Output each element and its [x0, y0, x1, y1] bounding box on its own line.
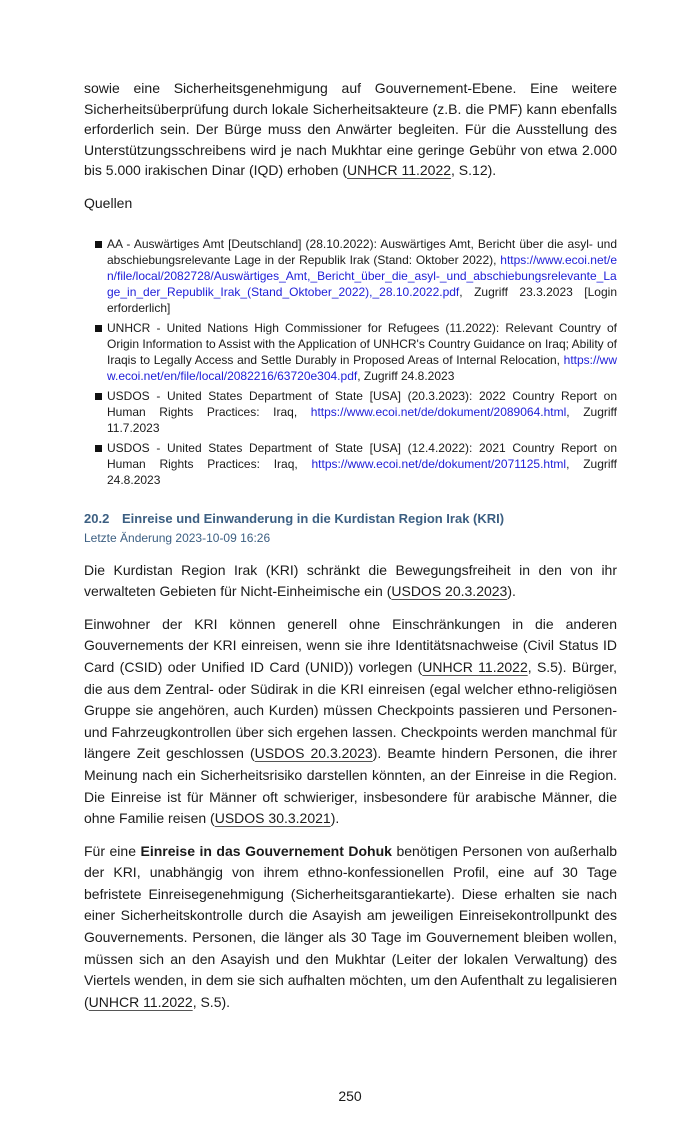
text: sowie eine Sicherheitsgenehmigung auf Gouvernement-Ebene. Eine weitere Sicherheitsüberprüfung durch lokale Sicherheitsakteure (z.B. die PMF) kann ebenfalls erforderlich sein. Der Bürge muss den Anwärter begleiten. Für die Ausstellung des Unterstützungsschreibens wird je nach Mukhtar eine geringe Gebühr von etwa 2.000 bis 5.000 irakischen Dinar (IQD) erhoben (: [84, 80, 617, 179]
source-item: [107, 440, 617, 488]
text: ).: [507, 583, 516, 600]
source-text: USDOS - United States Department of State [USA] (12.4.2022): 2021 Country Report on Human Rights Practices: Iraq,: [107, 440, 617, 471]
paragraph: [84, 841, 617, 1014]
paragraph: [84, 614, 617, 830]
citation-link[interactable]: UNHCR 11.2022: [422, 658, 528, 675]
citation-link[interactable]: UNHCR 11.2022: [88, 993, 193, 1010]
section-title: Einreise und Einwanderung in die Kurdistan Region Irak (KRI): [122, 510, 505, 526]
text: benötigen Personen von außerhalb der KRI, unabhängig von ihrem ethno-konfessionellen Profil, eine auf 30 Tage befristete Einreisegenehmigung (Sicherheitsgarantiekarte). Diese erhalten sie nach einer Sicherheitskontrolle durch die Asayish am jeweiligen Einreisekontrollpunkt des Gouvernements. Personen, die länger als 30 Tage im Gouvernement bleiben wollen, müssen sich an den Asayish und den Mukhtar (Leiter der lokalen Verwaltung) des Viertels wenden, in dem sie sich aufhalten möchten, um den Aufenthalt zu legalisieren (: [84, 842, 618, 1010]
text: , S.5).: [192, 993, 231, 1010]
sources-label: Quellen: [84, 194, 133, 211]
text: , S.5). Bürger, die aus dem Zentral- oder Südirak in die KRI einreisen (egal welcher ethno-religiösen Gruppe sie angehören, auch Kurden) müssen Checkpoints passieren und Personen- und Fahrzeugkontrollen über sich ergehen lassen. Checkpoints werden manchmal für längere Zeit geschlossen (: [84, 658, 617, 762]
paragraph: [84, 560, 617, 603]
bullet-square-icon: [95, 325, 102, 332]
source-link[interactable]: https://www.ecoi.net/de/dokument/2071125.html: [311, 456, 567, 471]
text: ).: [330, 810, 340, 827]
citation-link[interactable]: USDOS 30.3.2021: [214, 810, 331, 827]
source-access: , Zugriff 11.7.2023: [107, 404, 617, 435]
intro-paragraph: [84, 78, 617, 181]
source-text: USDOS - United States Department of State [USA] (20.3.2023): 2022 Country Report on Human Rights Practices: Iraq,: [107, 388, 617, 419]
bullet-square-icon: [95, 241, 102, 248]
source-item: [107, 236, 617, 316]
source-text: AA - Auswärtiges Amt [Deutschland] (28.10.2022): Auswärtiges Amt, Bericht über die asyl- und abschiebungsrelevante Lage in der Republik Irak (Stand: Oktober 2022),: [107, 236, 617, 267]
section-body: [84, 560, 617, 1014]
source-link[interactable]: https://www.ecoi.net/de/dokument/2089064.html: [310, 404, 567, 419]
citation-link[interactable]: UNHCR 11.2022: [347, 162, 452, 179]
bullet-square-icon: [95, 445, 102, 452]
bold-text: Einreise in das Gouvernement Dohuk: [140, 842, 392, 859]
source-access: , Zugriff 24.8.2023: [357, 368, 455, 383]
section-heading: [84, 510, 617, 528]
text: Für eine: [84, 842, 141, 859]
source-access: , Zugriff 24.8.2023: [107, 456, 617, 487]
text: Einwohner der KRI können generell ohne Einschränkungen in die anderen Gouvernements der KRI einreisen, wenn sie ihre Identitätsnachweise (Civil Status ID Card (CSID) oder Unified ID Card (UNID)) vorlegen (: [84, 615, 617, 675]
document-page: [84, 0, 617, 1013]
text: , S.12).: [451, 162, 497, 179]
section-number: 20.2: [84, 510, 110, 526]
source-item: [107, 388, 617, 436]
citation-link[interactable]: USDOS 20.3.2023: [391, 583, 508, 600]
page-number: 250: [338, 1088, 362, 1105]
source-text: UNHCR - United Nations High Commissioner for Refugees (11.2022): Relevant Country of Origin Information to Assist with the Application of UNHCR's Country Guidance on Iraq; Ability of Iraqis to Legally Access and Settle Durably in Proposed Areas of Internal Relocation,: [107, 320, 617, 367]
text: Die Kurdistan Region Irak (KRI) schränkt die Bewegungsfreiheit in den von ihr verwalteten Gebieten für Nicht-Einheimische ein (: [84, 561, 617, 600]
source-link[interactable]: https://www.ecoi.net/en/file/local/2082728/Auswärtiges_Amt,_Bericht_über_die_asyl-_und_abschiebungsrelevante_Lage_in_der_Republik_Irak_(Stand_Oktober_2022),_28.10.2022.pdf: [107, 252, 617, 299]
source-access: , Zugriff 23.3.2023 [Login erforderlich]: [107, 284, 617, 315]
bullet-square-icon: [95, 393, 102, 400]
citation-link[interactable]: USDOS 20.3.2023: [254, 745, 373, 762]
source-item: [107, 320, 617, 384]
last-modified: Letzte Änderung 2023-10-09 16:26: [84, 530, 271, 545]
source-link[interactable]: https://www.ecoi.net/en/file/local/2082216/63720e304.pdf: [107, 352, 617, 383]
sources-list: [84, 236, 617, 488]
text: ). Beamte hindern Personen, die ihrer Meinung nach ein Sicherheitsrisiko darstellen könnten, an der Einreise in die Region. Die Einreise ist für Männer oft schwieriger, insbesondere für arabische Männer, die ohne Familie reisen (: [84, 745, 617, 827]
